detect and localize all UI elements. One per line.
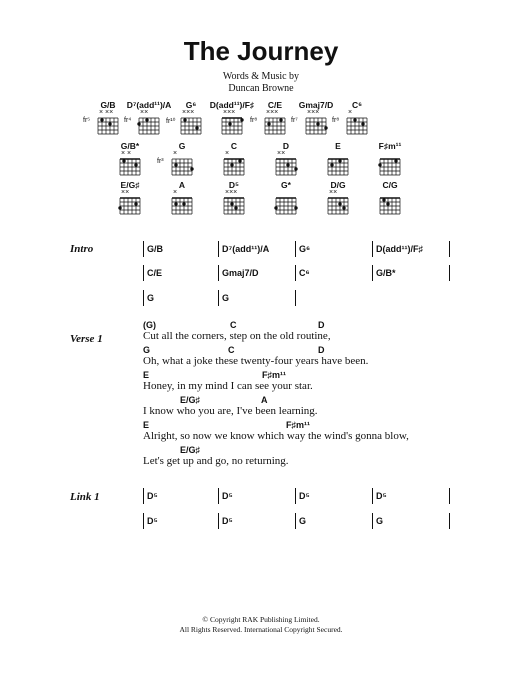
bar-line <box>449 241 450 257</box>
finger-dot <box>324 126 327 129</box>
finger-dot <box>338 159 341 162</box>
finger-dot <box>294 167 297 170</box>
link-bar-chord: D⁵ <box>222 491 233 501</box>
bar-line <box>143 513 144 529</box>
bar-line <box>372 241 373 257</box>
finger-dot <box>174 202 177 205</box>
chord-diagram-string-marks: ××× <box>225 189 238 196</box>
finger-dot <box>234 206 237 209</box>
intro-bar-chord: D(add¹¹)/F♯ <box>376 244 423 254</box>
bar-line <box>218 265 219 281</box>
link-bar-chord: G <box>299 516 307 526</box>
verse-lyric-line: I know who you are, I've been learning. <box>143 405 318 417</box>
bar-line <box>372 513 373 529</box>
verse-chord: E/G♯ <box>180 395 201 405</box>
credit-line-1: Words & Music by <box>222 71 300 82</box>
chord-diagram-fretboard <box>224 198 244 215</box>
chord-diagram-fret-label: fr⁷ <box>291 117 298 124</box>
bar-line <box>143 488 144 504</box>
chord-diagram-name: D(add¹¹)/F♯ <box>209 100 255 110</box>
chord-diagram-fret-label: fr³ <box>157 158 164 165</box>
link-bar-chord: D⁵ <box>376 491 387 501</box>
bar-line <box>372 488 373 504</box>
finger-dot <box>394 159 397 162</box>
verse-lyric-line: Oh, what a joke these twenty-four years have been. <box>143 355 369 367</box>
link-bar-chord: D⁵ <box>147 516 158 526</box>
verse-chord: E <box>143 370 150 380</box>
finger-dot <box>137 122 140 125</box>
chord-diagram-name: C/G <box>382 180 398 190</box>
intro-bar-chord: C/E <box>147 268 163 278</box>
bar-line <box>295 488 296 504</box>
chord-diagram-string-marks: × × <box>121 150 132 157</box>
intro-bar-chord: G/B* <box>376 268 396 278</box>
bar-line <box>218 488 219 504</box>
link-bar-chord: G <box>376 516 384 526</box>
finger-dot <box>342 206 345 209</box>
bar-line <box>143 265 144 281</box>
finger-dot <box>174 163 177 166</box>
chord-diagram-fret-label: fr⁴ <box>124 117 132 124</box>
finger-dot <box>134 202 137 205</box>
verse-chord: (G) <box>143 320 156 330</box>
chord-diagram-string-marks: ××× <box>223 109 236 116</box>
chord-diagram-fretboard <box>380 198 400 215</box>
verse-lyric-line: Let's get up and go, no returning. <box>143 455 289 467</box>
chord-diagram-fret-label: fr⁸ <box>332 117 340 124</box>
chord-diagram-fretboard <box>306 118 326 135</box>
chord-diagram-fretboard <box>181 118 201 135</box>
verse-chord: G <box>143 345 151 355</box>
chord-diagram-string-marks: × <box>225 150 230 157</box>
chord-diagram-fret-label: fr⁸ <box>250 117 258 124</box>
chord-diagram-string-marks: × <box>348 109 353 116</box>
chord-diagram-fretboard <box>139 118 159 135</box>
chord-diagram-name: G* <box>281 180 291 190</box>
verse-chord: D <box>318 320 325 330</box>
song-title: The Journey <box>183 36 339 66</box>
chord-diagram-name: C⁶ <box>351 100 363 110</box>
chord-diagram-name: D⁷(add¹¹)/A <box>126 100 172 110</box>
finger-dot <box>195 126 198 129</box>
intro-bar-chord: D⁷(add¹¹)/A <box>222 244 270 254</box>
finger-dot <box>361 122 364 125</box>
finger-dot <box>294 206 297 209</box>
finger-dot <box>118 206 121 209</box>
bar-line <box>372 265 373 281</box>
chord-diagram-string-marks: ×× <box>329 189 338 196</box>
finger-dot <box>183 118 186 121</box>
verse-chord: A <box>261 395 268 405</box>
chord-diagram-name: G⁶ <box>185 100 197 110</box>
intro-bar-chord: G/B <box>147 244 164 254</box>
finger-dot <box>228 122 231 125</box>
chord-diagram-name: G/B* <box>120 141 140 151</box>
chord-diagram-fretboard <box>120 198 140 215</box>
bar-line <box>295 513 296 529</box>
bar-line <box>295 265 296 281</box>
copyright-line-2: All Rights Reserved. International Copyright Secured. <box>179 625 343 634</box>
chord-diagram-name: D⁵ <box>228 180 240 190</box>
chord-diagram-name: E/G♯ <box>120 180 140 190</box>
bar-line <box>449 488 450 504</box>
chord-diagram-fretboard <box>347 118 367 135</box>
chord-diagram-fretboard <box>98 118 118 135</box>
link-bar-chord: D⁵ <box>222 516 233 526</box>
chord-diagram-string-marks: ××× <box>307 109 320 116</box>
section-label-intro: Intro <box>70 243 94 255</box>
chord-diagram-name: D/G <box>330 180 346 190</box>
intro-bar-chord: G <box>147 293 155 303</box>
chord-diagram-fret-label: fr⁵ <box>83 117 91 124</box>
finger-dot <box>240 118 243 121</box>
chord-diagram-name: E <box>335 141 341 151</box>
finger-dot <box>353 118 356 121</box>
intro-bar-chord: C⁶ <box>299 268 310 278</box>
chord-diagram-fretboard <box>328 198 348 215</box>
chord-diagram-string-marks: ×× <box>140 109 149 116</box>
section-label-verse-1: Verse 1 <box>70 333 103 345</box>
finger-dot <box>230 202 233 205</box>
finger-dot <box>267 122 270 125</box>
finger-dot <box>274 206 277 209</box>
chord-diagram-string-marks: ××× <box>266 109 279 116</box>
intro-bar-chord: Gmaj7/D <box>222 268 259 278</box>
chord-diagram-name: C/E <box>267 100 283 110</box>
chord-diagram-fretboard <box>172 159 192 176</box>
intro-bar-chord: G⁶ <box>299 244 311 254</box>
finger-dot <box>286 163 289 166</box>
finger-dot <box>316 122 319 125</box>
chord-diagram-fretboard <box>276 198 296 215</box>
finger-dot <box>182 202 185 205</box>
verse-chord: D <box>318 345 325 355</box>
chord-diagram-fretboard <box>328 159 348 176</box>
chord-diagram-fretboard <box>120 159 140 176</box>
credit-line-2: Duncan Browne <box>228 83 294 94</box>
chord-diagram-string-marks: ××× <box>182 109 195 116</box>
verse-chord: F♯m¹¹ <box>286 420 310 430</box>
verse-lyric-line: Honey, in my mind I can see your star. <box>143 380 313 392</box>
finger-dot <box>382 198 385 201</box>
finger-dot <box>108 122 111 125</box>
verse-lyric-line: Alright, so now we know which way the wind's gonna blow, <box>143 430 409 442</box>
copyright-line-1: © Copyright RAK Publishing Limited. <box>202 615 320 624</box>
bar-line <box>449 265 450 281</box>
finger-dot <box>238 159 241 162</box>
chord-diagram-name: G <box>178 141 186 151</box>
chord-diagram-name: G/B <box>100 100 116 110</box>
chord-diagram-name: C <box>230 141 238 151</box>
bar-line <box>143 241 144 257</box>
finger-dot <box>378 163 381 166</box>
section-label-link-1: Link 1 <box>70 491 100 503</box>
chord-diagram-string-marks: × ×× <box>99 109 114 116</box>
bar-line <box>218 513 219 529</box>
chord-diagram-string-marks: ×× <box>121 189 130 196</box>
verse-chord: C <box>230 320 237 330</box>
chord-diagram-fretboard <box>265 118 285 135</box>
chord-diagram-fretboard <box>276 159 296 176</box>
finger-dot <box>279 118 282 121</box>
chord-diagram-fretboard <box>222 118 242 135</box>
chord-diagram-name: A <box>178 180 186 190</box>
chord-diagram-fret-label: fr¹⁰ <box>166 118 176 125</box>
bar-line <box>218 241 219 257</box>
finger-dot <box>134 163 137 166</box>
chord-diagram-string-marks: ×× <box>277 150 286 157</box>
bar-line <box>295 241 296 257</box>
chord-diagram-fretboard <box>224 159 244 176</box>
chord-diagram-fretboard <box>172 198 192 215</box>
finger-dot <box>330 163 333 166</box>
finger-dot <box>338 202 341 205</box>
verse-lyric-line: Cut all the corners, step on the old routine, <box>143 330 331 342</box>
verse-chord: F♯m¹¹ <box>262 370 286 380</box>
link-bar-chord: D⁵ <box>147 491 158 501</box>
bar-line <box>143 290 144 306</box>
chord-diagram-name: D <box>282 141 290 151</box>
finger-dot <box>122 159 125 162</box>
link-bar-chord: D⁵ <box>299 491 310 501</box>
bar-line <box>218 290 219 306</box>
verse-chord: E <box>143 420 150 430</box>
bar-line <box>295 290 296 306</box>
chord-diagram-name: Gmaj7/D <box>298 100 334 110</box>
finger-dot <box>100 118 103 121</box>
finger-dot <box>230 163 233 166</box>
intro-bar-chord: G <box>222 293 230 303</box>
verse-chord: E/G♯ <box>180 445 201 455</box>
finger-dot <box>386 202 389 205</box>
verse-chord: C <box>228 345 235 355</box>
bar-line <box>449 513 450 529</box>
chord-diagram-name: F♯m¹¹ <box>378 141 402 151</box>
chord-diagram-string-marks: × <box>173 189 178 196</box>
finger-dot <box>145 118 148 121</box>
chord-diagram-fretboard <box>380 159 400 176</box>
chord-diagram-string-marks: × <box>173 150 178 157</box>
finger-dot <box>190 167 193 170</box>
